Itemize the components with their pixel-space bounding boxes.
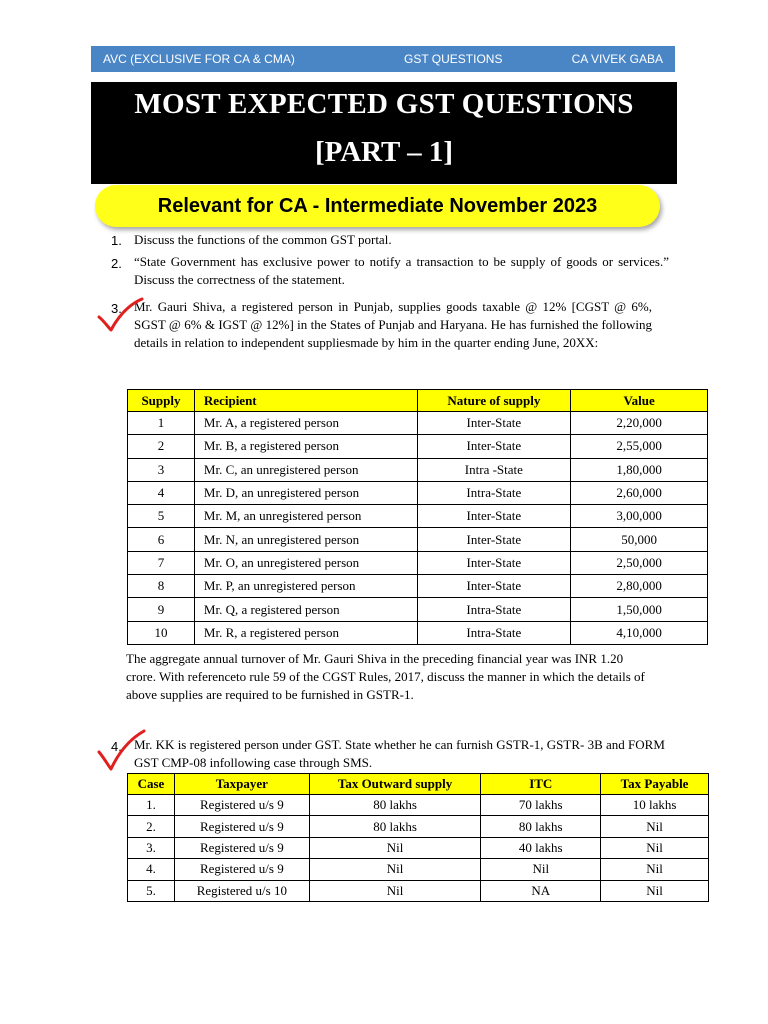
table-row bbox=[128, 859, 709, 880]
question-followup-text: The aggregate annual turnover of Mr. Gauri Shiva in the preceding financial year was INR 1.20 crore. With referenceto rule 59 of the CGST Rules, 2017, discuss the manner in which the details of above supplies are required to be furnished in GSTR-1. bbox=[126, 651, 645, 702]
table-row bbox=[128, 551, 708, 574]
table-cell: Mr. A, a registered person bbox=[194, 412, 417, 435]
table-cell: Nil bbox=[601, 859, 709, 880]
header-left-text: AVC (EXCLUSIVE FOR CA & CMA) bbox=[103, 52, 295, 66]
question-number: 4. bbox=[111, 739, 122, 754]
table-cell: 2,20,000 bbox=[571, 412, 708, 435]
subtitle-banner: Relevant for CA - Intermediate November 2023 bbox=[95, 185, 660, 227]
header-center-text: GST QUESTIONS bbox=[403, 52, 503, 66]
table-header-row bbox=[128, 390, 708, 412]
column-header: ITC bbox=[481, 774, 601, 795]
column-header: Nature of supply bbox=[417, 390, 571, 412]
question-text: Discuss the functions of the common GST portal. bbox=[134, 232, 392, 247]
question-number: 3. bbox=[111, 301, 122, 316]
table-cell: 40 lakhs bbox=[481, 837, 601, 858]
table-row bbox=[128, 621, 708, 644]
table-cell: Inter-State bbox=[417, 528, 571, 551]
table-cell: Nil bbox=[601, 816, 709, 837]
table-cell: Mr. N, an unregistered person bbox=[194, 528, 417, 551]
table-row bbox=[128, 880, 709, 901]
table-cell: Registered u/s 9 bbox=[174, 859, 309, 880]
table-row bbox=[128, 837, 709, 858]
table-cell: Intra-State bbox=[417, 598, 571, 621]
table-row bbox=[128, 435, 708, 458]
table-cell: 80 lakhs bbox=[309, 795, 481, 816]
table-cell: Registered u/s 9 bbox=[174, 816, 309, 837]
table-cell: 80 lakhs bbox=[481, 816, 601, 837]
column-header: Tax Outward supply bbox=[309, 774, 481, 795]
column-header: Taxpayer bbox=[174, 774, 309, 795]
table-cell: Mr. M, an unregistered person bbox=[194, 505, 417, 528]
table-cell: Inter-State bbox=[417, 412, 571, 435]
title-line-1: MOST EXPECTED GST QUESTIONS bbox=[134, 88, 634, 120]
table-cell: Registered u/s 9 bbox=[174, 795, 309, 816]
question-number: 2. bbox=[111, 256, 122, 271]
table-cell: 1. bbox=[128, 795, 175, 816]
table-cell: Mr. C, an unregistered person bbox=[194, 458, 417, 481]
table-cell: 10 lakhs bbox=[601, 795, 709, 816]
table-cell: Inter-State bbox=[417, 505, 571, 528]
table-row bbox=[128, 575, 708, 598]
table-cell: 9 bbox=[128, 598, 195, 621]
table-cell: Registered u/s 9 bbox=[174, 837, 309, 858]
table-cell: 2. bbox=[128, 816, 175, 837]
table-cell: Mr. B, a registered person bbox=[194, 435, 417, 458]
table-cell: 70 lakhs bbox=[481, 795, 601, 816]
table-cell: 2,80,000 bbox=[571, 575, 708, 598]
table-cell: 1,50,000 bbox=[571, 598, 708, 621]
table-cell: Nil bbox=[309, 859, 481, 880]
table-cell: NA bbox=[481, 880, 601, 901]
table-cell: Intra -State bbox=[417, 458, 571, 481]
header-right-text: CA VIVEK GABA bbox=[571, 52, 663, 66]
column-header: Tax Payable bbox=[601, 774, 709, 795]
check-mark-icon bbox=[96, 728, 148, 772]
table-row bbox=[128, 528, 708, 551]
case-table bbox=[127, 773, 709, 902]
table-cell: Mr. O, an unregistered person bbox=[194, 551, 417, 574]
table-row bbox=[128, 458, 708, 481]
header-bar bbox=[91, 46, 675, 72]
table-cell: 3. bbox=[128, 837, 175, 858]
table-cell: 6 bbox=[128, 528, 195, 551]
question-text: “State Government has exclusive power to notify a transaction to be supply of goods or services.” Discuss the correctness of the statement. bbox=[134, 254, 669, 287]
table-cell: Mr. P, an unregistered person bbox=[194, 575, 417, 598]
table-row bbox=[128, 412, 708, 435]
table-cell: 2,60,000 bbox=[571, 481, 708, 504]
table-cell: 10 bbox=[128, 621, 195, 644]
table-cell: Nil bbox=[601, 880, 709, 901]
table-cell: 1 bbox=[128, 412, 195, 435]
table-cell: 50,000 bbox=[571, 528, 708, 551]
table-cell: 3,00,000 bbox=[571, 505, 708, 528]
table-row bbox=[128, 816, 709, 837]
table-row bbox=[128, 505, 708, 528]
table-cell: Nil bbox=[601, 837, 709, 858]
table-cell: Mr. R, a registered person bbox=[194, 621, 417, 644]
table-cell: Inter-State bbox=[417, 435, 571, 458]
check-mark-icon bbox=[96, 297, 146, 333]
column-header: Value bbox=[571, 390, 708, 412]
table-cell: Intra-State bbox=[417, 621, 571, 644]
table-cell: 8 bbox=[128, 575, 195, 598]
table-cell: Intra-State bbox=[417, 481, 571, 504]
table-cell: 2,55,000 bbox=[571, 435, 708, 458]
table-cell: 7 bbox=[128, 551, 195, 574]
table-row bbox=[128, 481, 708, 504]
column-header: Supply bbox=[128, 390, 195, 412]
table-row bbox=[128, 795, 709, 816]
question-number: 1. bbox=[111, 233, 122, 248]
table-cell: 2,50,000 bbox=[571, 551, 708, 574]
title-line-2: [PART – 1] bbox=[314, 136, 454, 168]
table-cell: 1,80,000 bbox=[571, 458, 708, 481]
table-cell: Inter-State bbox=[417, 575, 571, 598]
table-cell: 5 bbox=[128, 505, 195, 528]
table-cell: Nil bbox=[309, 837, 481, 858]
table-cell: Inter-State bbox=[417, 551, 571, 574]
table-row bbox=[128, 598, 708, 621]
table-cell: Registered u/s 10 bbox=[174, 880, 309, 901]
table-cell: Mr. D, an unregistered person bbox=[194, 481, 417, 504]
table-cell: 5. bbox=[128, 880, 175, 901]
table-cell: 4 bbox=[128, 481, 195, 504]
table-cell: 2 bbox=[128, 435, 195, 458]
title-block bbox=[91, 82, 677, 184]
table-cell: Nil bbox=[481, 859, 601, 880]
table-cell: 4,10,000 bbox=[571, 621, 708, 644]
table-cell: Mr. Q, a registered person bbox=[194, 598, 417, 621]
table-cell: 80 lakhs bbox=[309, 816, 481, 837]
table-cell: 4. bbox=[128, 859, 175, 880]
column-header: Case bbox=[128, 774, 175, 795]
question-text: Mr. Gauri Shiva, a registered person in Punjab, supplies goods taxable @ 12% [CGST @ 6%, SGST @ 6% & IGST @ 12%] in the States of Punjab and Haryana. He has furnished the following details in relation to independent suppliesmade by him in the quarter ending June, 20XX: bbox=[134, 299, 652, 350]
table-cell: 3 bbox=[128, 458, 195, 481]
table-header-row bbox=[128, 774, 709, 795]
column-header: Recipient bbox=[194, 390, 417, 412]
question-text: Mr. KK is registered person under GST. State whether he can furnish GSTR-1, GSTR- 3B and FORM GST CMP-08 infollowing case through SMS. bbox=[134, 737, 665, 770]
supply-table bbox=[127, 389, 708, 645]
table-cell: Nil bbox=[309, 880, 481, 901]
